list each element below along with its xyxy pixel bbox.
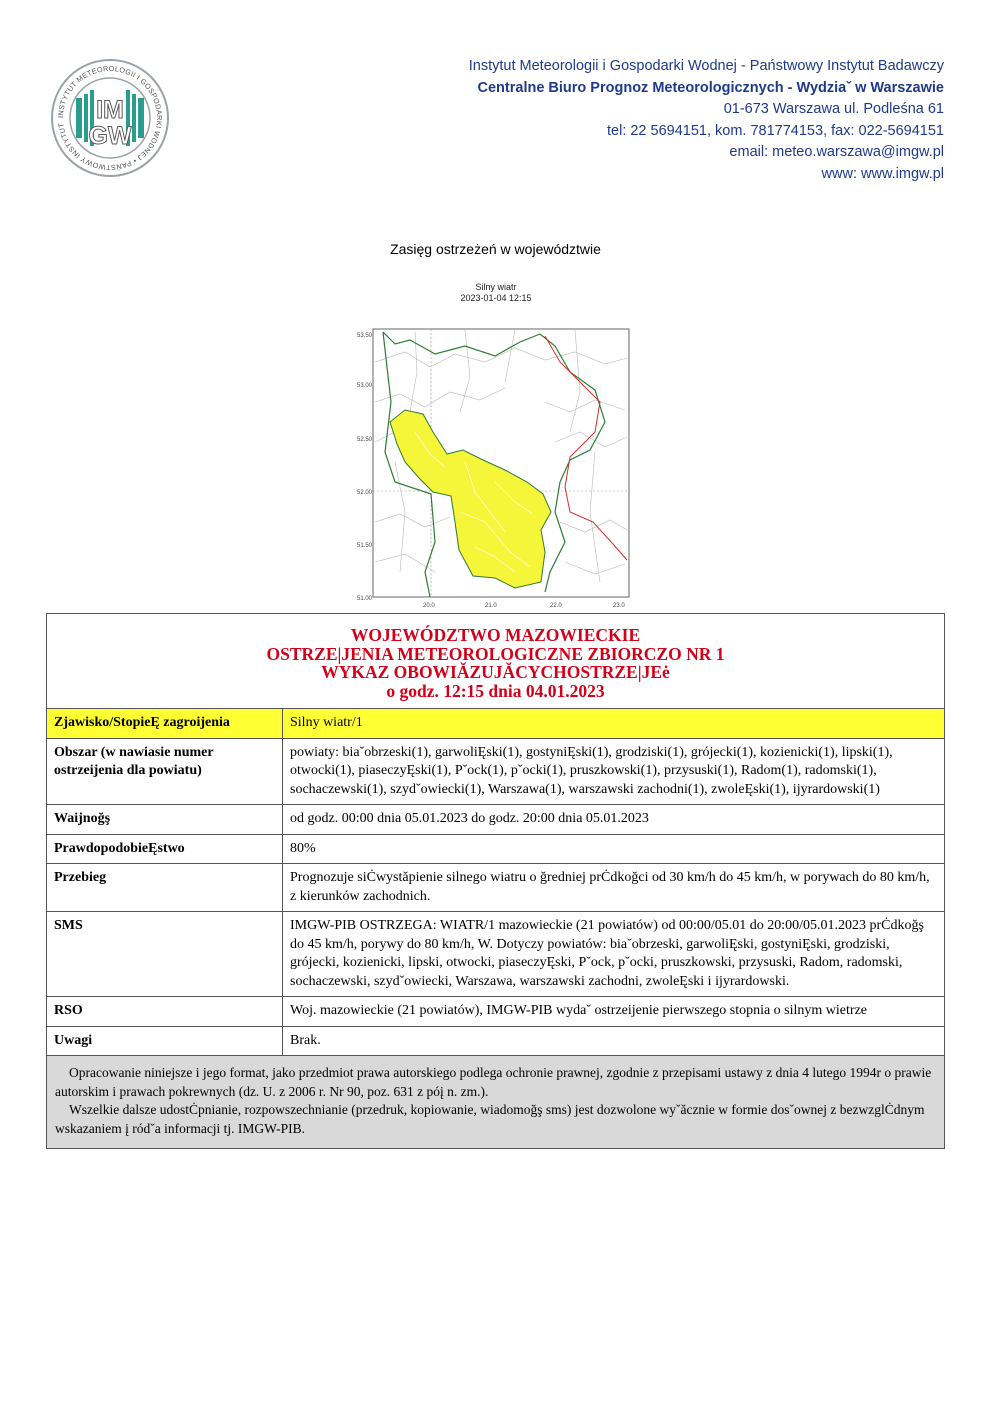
warning-map [355, 282, 637, 612]
row-label: Uwagi [47, 1026, 283, 1056]
table-row-probability [47, 834, 945, 864]
title-list: WYKAZ OBOWIĂZUJĂCYCHOSTRZE|JEė [321, 662, 670, 682]
table-row-validity [47, 805, 945, 835]
email[interactable]: email: meteo.warszawa@imgw.pl [729, 144, 944, 160]
table-row-sms [47, 912, 945, 997]
row-value: 80% [283, 834, 945, 864]
map-title-phenomenon: Silny wiatr [475, 282, 517, 292]
lat-tick: 52.50 [357, 437, 373, 443]
table-row-rso [47, 997, 945, 1027]
lat-tick: 53.50 [357, 333, 373, 339]
address: 01-673 Warszawa ul. Podleśna 61 [723, 101, 944, 117]
lon-tick: 22.0 [550, 603, 562, 609]
title-summary: OSTRZE|JENIA METEOROLOGICZNE ZBIORCZO NR 1 [266, 643, 725, 664]
row-label: Obszar (w nawiasie numer ostrzeijenia dla powiatu) [47, 738, 283, 805]
website[interactable]: www: www.imgw.pl [821, 165, 944, 182]
row-value: powiaty: biaˇobrzeski(1), garwoliĘski(1), gostyniĘski(1), grodziski(1), grójecki(1), kozienicki(1), lipski(1), otwocki(1), piaseczyĘski(1), Pˇock(1), pˇocki(1), pruszkowski(1), przysuski(1), Radom(1), radomski(1), sochaczewski(1), szydˇowiecki(1), Warszawa(1), warszawski zachodni(1), zwoleĘski(1), ijyrardowski(1) [283, 738, 945, 805]
logo-ring-text: INSTYTUT METEOROLOGII I GOSPODARKI WODNEJ • PAŃSTWOWY INSTYTUT [55, 63, 165, 173]
lat-tick: 53.00 [357, 383, 373, 389]
table-row-remarks [47, 1026, 945, 1056]
lon-tick: 23.0 [613, 603, 625, 609]
row-value: IMGW-PIB OSTRZEGA: WIATR/1 mazowieckie (21 powiatów) od 00:00/05.01 do 20:00/05.01.2023 prĊdkoğş do 45 km/h, porywy do 80 km/h, W. Dotyczy powiatów: biaˇobrzeski, garwoliĘski, gostyniĘski, grodziski, grójecki, kozienicki, lipski, otwocki, piaseczyĘski, Pˇock, pˇocki, pruszkowski, przysuski, Radom, radomski, sochaczewski, szydˇowiecki, Warszawa, warszawski zachodni, zwoleĘski i ijyrardowski. [283, 912, 945, 997]
map-title-datetime: 2023-01-04 12:15 [460, 293, 532, 303]
lat-tick: 51.50 [357, 543, 373, 549]
row-value: Brak. [283, 1026, 945, 1056]
imgw-logo [50, 58, 170, 178]
lon-tick: 20.0 [423, 603, 435, 609]
copyright-footer [47, 1056, 945, 1149]
table-row-area [47, 738, 945, 805]
institute-name: Instytut Meteorologii i Gospodarki Wodnej - Państwowy Instytut Badawczy [468, 58, 944, 74]
copyright-paragraph: Opracowanie niniejsze i jego format, jako przedmiot prawa autorskiego podlega ochronie prawnej, zgodnie z przepisami ustawy z dnia 4 lutego 1994r o prawie autorskim i prawach pokrewnych (dz. U. z 2006 r. Nr 90, poz. 631 z póį n. zm.). [55, 1065, 932, 1099]
row-label: Przebieg [47, 864, 283, 912]
row-value: od godz. 00:00 dnia 05.01.2023 do godz. 20:00 dnia 05.01.2023 [283, 805, 945, 835]
title-datetime: o godz. 12:15 dnia 04.01.2023 [386, 680, 605, 701]
distribution-paragraph: Wszelkie dalsze udostĊpnianie, rozpowszechnianie (przedruk, kopiowanie, wiadomoğş sms) jest dozwolone wyˇăcznie w formie dosˇownej z bezwzglĊdnym wskazaniem į ródˇa informacji tj. IMGW-PIB. [55, 1102, 925, 1136]
svg-text:IM: IM [96, 96, 124, 124]
lat-tick: 51.00 [357, 596, 373, 602]
map-caption: Zasięg ostrzeżeń w województwie [390, 241, 601, 257]
bureau-name: Centralne Biuro Prognoz Meteorologicznych - Wydziaˇ w Warszawie [477, 79, 944, 96]
row-label: RSO [47, 997, 283, 1027]
lon-tick: 21.0 [485, 603, 497, 609]
row-label: SMS [47, 912, 283, 997]
row-label: Waijnoğş [47, 805, 283, 835]
row-value: Silny wiatr/1 [283, 709, 945, 739]
warning-title [47, 614, 945, 709]
table-row-course [47, 864, 945, 912]
row-label: Zjawisko/StopieĘ zagroijenia [47, 709, 283, 739]
row-value: Prognozuje siĊwystăpienie silnego wiatru o ğredniej prĊdkoğci od 30 km/h do 45 km/h, w porywach do 80 km/h, z kierunków zachodnich. [283, 864, 945, 912]
row-value: Woj. mazowieckie (21 powiatów), IMGW-PIB wydaˇ ostrzeijenie pierwszego stopnia o silnym wietrze [283, 997, 945, 1027]
phone: tel: 22 5694151, kom. 781774153, fax: 022-5694151 [607, 122, 944, 139]
warning-table [46, 613, 945, 1149]
svg-text:GW: GW [88, 122, 132, 150]
row-label: PrawdopodobieĘstwo [47, 834, 283, 864]
institute-header [324, 56, 944, 185]
table-row-phenomenon [47, 709, 945, 739]
title-voivodeship: WOJEWÓDZTWO MAZOWIECKIE [350, 625, 641, 645]
lat-tick: 52.00 [357, 490, 373, 496]
